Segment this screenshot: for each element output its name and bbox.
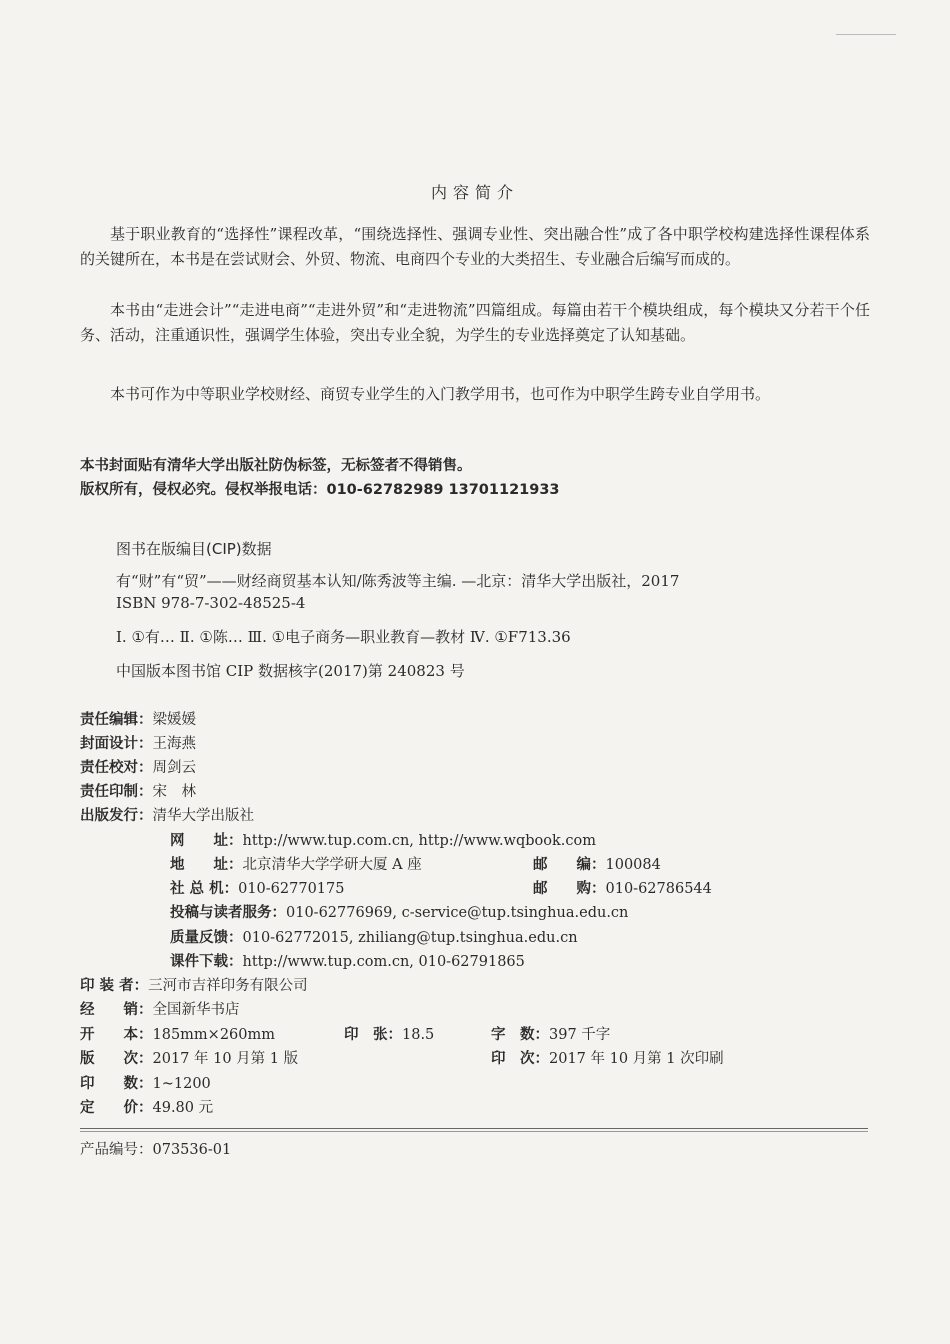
credit-row — [80, 780, 196, 801]
intro-title: 内容简介 — [430, 183, 519, 202]
publisher-switchboard — [170, 877, 345, 898]
spec-copies — [80, 1072, 211, 1093]
website-value: http://www.tup.com.cn, http://www.wqbook.com — [242, 833, 596, 849]
edition-label: 版 次： — [80, 1051, 153, 1067]
address-label: 地 址： — [170, 857, 243, 873]
publisher-quality-feedback — [170, 926, 578, 947]
zip-label: 邮 编： — [533, 857, 606, 873]
spec-format — [80, 1023, 275, 1044]
copies-value: 1~1200 — [152, 1076, 211, 1092]
edition-value: 2017 年 10 月第 1 版 — [152, 1051, 299, 1067]
credit-label: 责任校对： — [80, 760, 153, 776]
publisher-zip — [533, 853, 661, 874]
website-label: 网 址： — [170, 833, 243, 849]
intro-paragraph-2: 本书由“走进会计”“走进电商”“走进外贸”和“走进物流”四篇组成。每篇由若干个模块组成，每个模块又分若干个任务、活动，注重通识性，强调学生体验，突出专业全貌，为学生的专业选择奠定了认知基础。 — [80, 301, 870, 344]
publisher-website — [170, 829, 596, 850]
spec-printer — [80, 974, 308, 995]
cip-isbn: ISBN 978-7-302-48525-4 — [116, 594, 306, 612]
publisher-mail-order — [533, 877, 712, 898]
divider — [80, 1128, 868, 1129]
credit-label: 封面设计： — [80, 736, 153, 752]
distributor-value: 全国新华书店 — [152, 1002, 240, 1018]
sheets-value: 18.5 — [402, 1027, 435, 1043]
courseware-label: 课件下载： — [170, 954, 243, 970]
format-value: 185mm×260mm — [152, 1027, 275, 1043]
credit-value: 梁媛媛 — [152, 712, 196, 728]
quality-label: 质量反馈： — [170, 930, 243, 946]
format-label: 开 本： — [80, 1027, 153, 1043]
anti-counterfeit-notice: 本书封面贴有清华大学出版社防伪标签，无标签者不得销售。 — [80, 458, 472, 474]
spec-word-count — [491, 1023, 610, 1044]
printer-value: 三河市吉祥印务有限公司 — [148, 978, 308, 994]
copyright-notice: 版权所有，侵权必究。侵权举报电话：010-62782989 13701121933 — [80, 482, 560, 498]
word-count-value: 397 千字 — [549, 1027, 611, 1043]
price-label: 定 价： — [80, 1100, 153, 1116]
credit-value: 宋 林 — [152, 784, 196, 800]
cip-heading: 图书在版编目(CIP)数据 — [116, 540, 272, 558]
reader-service-label: 投稿与读者服务： — [170, 905, 286, 921]
credit-label: 责任编辑： — [80, 712, 153, 728]
credit-row — [80, 732, 196, 753]
zip-value: 100084 — [605, 857, 661, 873]
credit-value: 周剑云 — [152, 760, 196, 776]
product-code-label: 产品编号： — [80, 1142, 153, 1158]
credit-value: 王海燕 — [152, 736, 196, 752]
credit-row — [80, 708, 196, 729]
sheets-label: 印 张： — [344, 1027, 402, 1043]
quality-value: 010-62772015, zhiliang@tup.tsinghua.edu.cn — [242, 930, 578, 946]
mail-order-label: 邮 购： — [533, 881, 606, 897]
credit-label: 出版发行： — [80, 808, 153, 824]
word-count-label: 字 数： — [491, 1027, 549, 1043]
publisher-reader-service — [170, 901, 628, 922]
address-value: 北京清华大学学研大厦 A 座 — [242, 857, 422, 873]
spec-sheets — [344, 1023, 434, 1044]
publisher-courseware — [170, 950, 525, 971]
reader-service-value: 010-62776969, c-service@tup.tsinghua.edu.cn — [286, 905, 629, 921]
distributor-label: 经 销： — [80, 1002, 153, 1018]
mail-order-value: 010-62786544 — [605, 881, 712, 897]
intro-paragraph-3: 本书可作为中等职业学校财经、商贸专业学生的入门教学用书，也可作为中职学生跨专业自学用书。 — [110, 385, 771, 403]
cip-classification: Ⅰ. ①有… Ⅱ. ①陈… Ⅲ. ①电子商务—职业教育—教材 Ⅳ. ①F713.36 — [116, 628, 571, 646]
spec-distributor — [80, 998, 240, 1019]
printing-label: 印 次： — [491, 1051, 549, 1067]
intro-paragraph-1: 基于职业教育的“选择性”课程改革，“围绕选择性、强调专业性、突出融合性”成了各中职学校构建选择性课程体系的关键所在，本书是在尝试财会、外贸、物流、电商四个专业的大类招生、专业融合后编写而成的。 — [80, 225, 870, 268]
printing-value: 2017 年 10 月第 1 次印刷 — [549, 1051, 724, 1067]
credit-value: 清华大学出版社 — [152, 808, 254, 824]
spec-printing — [491, 1047, 724, 1068]
publisher-address — [170, 853, 422, 874]
spec-edition — [80, 1047, 298, 1068]
cip-record-number: 中国版本图书馆 CIP 数据核字(2017)第 240823 号 — [116, 662, 465, 680]
scan-mark — [836, 34, 896, 35]
switchboard-label: 社 总 机： — [170, 881, 239, 897]
spec-price — [80, 1096, 213, 1117]
copies-label: 印 数： — [80, 1076, 153, 1092]
divider — [80, 1131, 868, 1132]
credit-label: 责任印制： — [80, 784, 153, 800]
product-code-value: 073536-01 — [152, 1142, 232, 1158]
cip-title-line: 有“财”有“贸”——财经商贸基本认知/陈秀波等主编. —北京：清华大学出版社，2017 — [116, 572, 680, 590]
printer-label: 印 装 者： — [80, 978, 149, 994]
price-value: 49.80 元 — [152, 1100, 214, 1116]
courseware-value: http://www.tup.com.cn, 010-62791865 — [242, 954, 525, 970]
switchboard-value: 010-62770175 — [238, 881, 345, 897]
credit-row — [80, 756, 196, 777]
credit-row — [80, 804, 254, 825]
product-code — [80, 1138, 231, 1159]
